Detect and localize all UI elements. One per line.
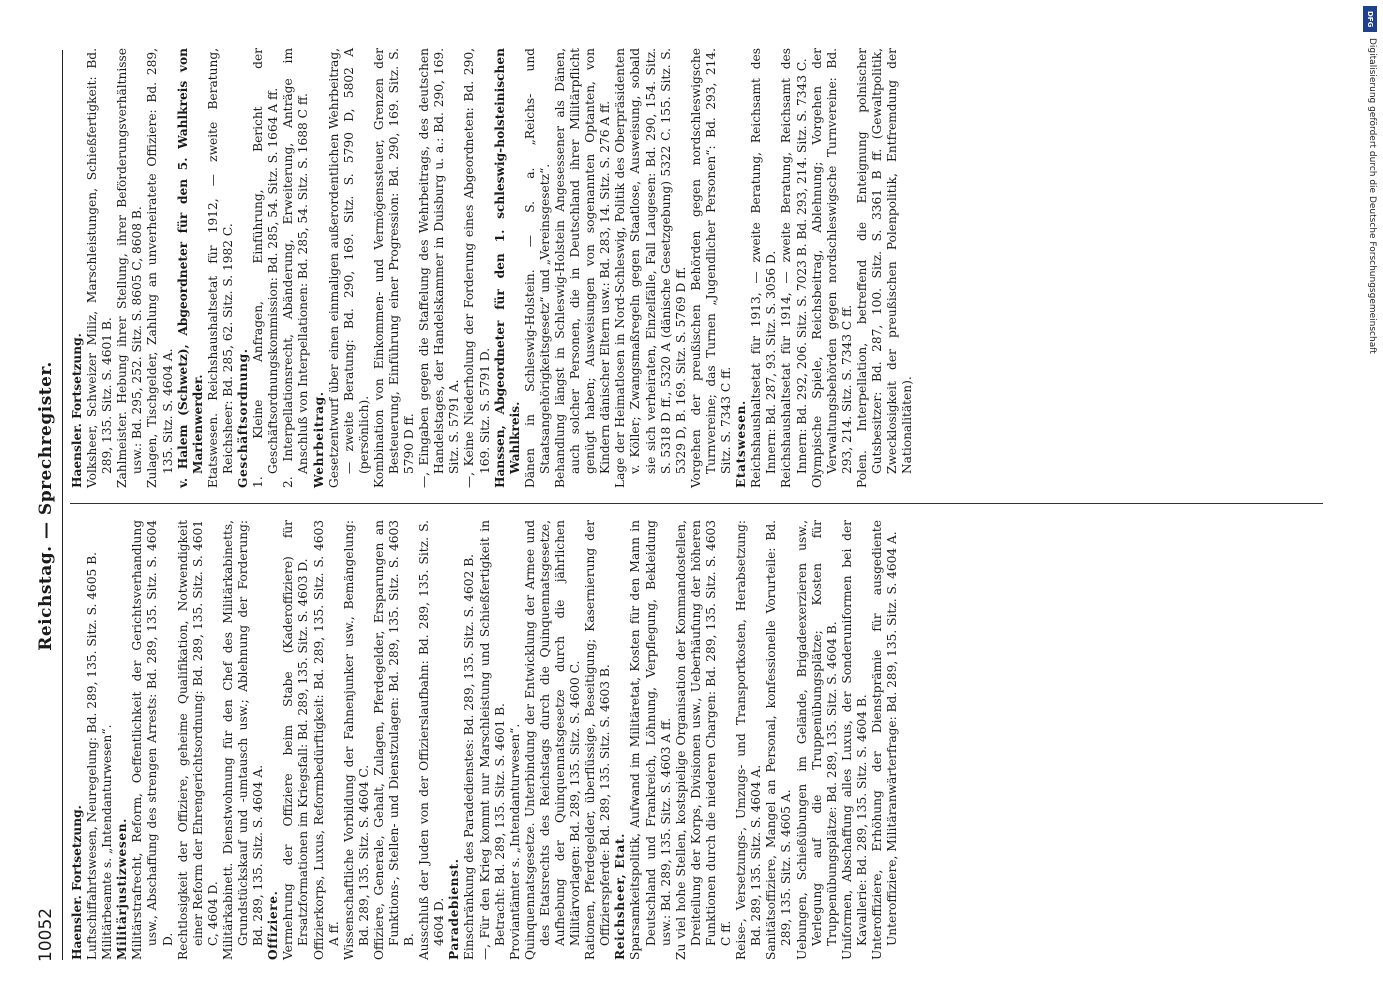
right-entry: 1. Kleine Anfragen, Einführung, Bericht der Geschäftsordnungskommission: Bd. 285, 54. Sitz. S. 1664 A ff.	[251, 48, 281, 488]
left-entry: Rationen, Pferdegelder, überflüssige, Beseitigung; Kasernierung der Offizierspferde: Bd. 289, 135. Sitz. S. 4603 B.	[583, 520, 613, 960]
left-entry: Vermehrung der Offiziere beim Stabe (Kaderoffiziere) für Ersatzformationen im Kriegsfall: Bd. 289, 135. Sitz. S. 4603 D.	[281, 520, 311, 960]
right-entry: Olympische Spiele, Reichsbeitrag, Ablehnung; Vorgehen der Verwaltungsbehörden gegen nordschleswigsche Turnvereine: Bd. 293, 214. Sitz. S. 7343 C ff.	[809, 48, 854, 488]
left-entry: Uebungen, Schießübungen im Gelände, Brigadeexerzieren usw., Verlegung auf die Truppenübungsplätze; Kosten für Truppenübungsplätze: Bd. 289, 135. Sitz. S. 4604 B.	[794, 520, 839, 960]
right-column	[70, 48, 915, 488]
right-entry: Zahlmeister. Hebung ihrer Stellung, ihrer Beförderungsverhältnisse usw.: Bd. 295, 252. Sitz. S. 8605 C, 8608 B.	[115, 48, 145, 488]
running-title: Reichstag. — Sprechregister.	[36, 361, 56, 651]
left-entry: Quinquennatsgesetze. Unterbindung der Entwicklung der Armee und des Etatsrechts des Reichstags durch die Quinquennatsgesetze, Aufhebung der Quinquennatsgesetze durch die jährlichen Militärvorlagen: Bd. 289, 135. Sitz. S. 4600 C.	[522, 520, 583, 960]
left-entry-name: Haensler. Fortsetzung.	[70, 805, 84, 960]
left-entry: Wissenschaftliche Vorbildung der Fahnenjunker usw., Bemängelung: Bd. 289, 135. Sitz. S. 4604 C.	[341, 520, 371, 960]
dfg-logo: DFG	[1363, 6, 1377, 32]
right-entry: Reichshaushaltsetat für 1914, — zweite Beratung, Reichsamt des Innern: Bd. 292, 206. Sitz. S. 7023 B. Bd. 293, 214. Sitz. S. 7343 C.	[779, 48, 809, 488]
left-entry: Uniformen, Abschaffung alles Luxus, der Sonderuniformen bei der Kavallerie: Bd. 289, 135. Sitz. S. 4604 B.	[839, 520, 869, 960]
left-heading: Militärjustizwesen.	[115, 817, 130, 960]
right-entry: Etatswesen. Reichshaushaltsetat für 1912, — zweite Beratung, Reichsheer: Bd. 285, 62. Sitz. S. 1982 C.	[205, 48, 235, 488]
left-heading: Paradebienst.	[447, 858, 462, 960]
left-entry: Offizierkorps, Luxus, Reformbedürftigkeit: Bd. 289, 135. Sitz. S. 4603 A ff.	[311, 520, 341, 960]
right-entry: Polen. Interpellation, betreffend die Enteignung polnischer Gutsbesitzer: Bd. 287, 100. Sitz. S. 3361 B ff. (Gewaltpolitik, Zwecklosigkeit der preußischen Polenpolitik, Entfremdung der Nationalitäten).	[854, 48, 915, 488]
right-entry: Vorgehen der preußischen Behörden gegen nordschleswigsche Turnvereine; das Turnen „Jugendlicher Personen“: Bd. 293, 214. Sitz. S. 7343 C ff.	[688, 48, 734, 488]
left-entry: Unteroffiziere, Erhöhung der Dienstprämie für ausgediente Unteroffiziere, Militäranwärterfrage: Bd. 289, 135. Sitz. S. 4604 A.	[869, 520, 900, 960]
right-entry: Lage der Heimatlosen in Nord-Schleswig, Politik des Oberpräsidenten v. Köller; Zwangsmaßregeln gegen Staatlose, Ausweisung, sobald sie sich verheiraten, Einzelfälle, Fall Laugesen: Bd. 290, 154. Sitz. S. 5318 D ff., 5320 A (dänische Gesetzgebung) 5322 C. 155. Sitz. S. 5329 D, B. 169. Sitz. S. 5769 D ff.	[613, 48, 688, 488]
left-heading: Offiziere.	[266, 890, 281, 960]
left-entry: Militärkabinett. Dienstwohnung für den Chef des Militärkabinetts, Grundstückskauf und -umtausch usw.; Ablehnung der Forderung: Bd. 289, 135. Sitz. S. 4604 A.	[220, 520, 266, 960]
dfg-notice	[1363, 6, 1377, 966]
left-entry: Einschränkung des Paradedienstes: Bd. 289, 135. Sitz. S. 4602 B.	[462, 553, 477, 960]
right-entry: —, Eingaben gegen die Staffelung des Wehrbeitrags, des deutschen Handelstages, der Handelskammer in Duisburg u. a.: Bd. 290, 169. Sitz. S. 5791 A.	[417, 48, 462, 488]
left-entry: Militärstrafrecht, Reform, Oeffentlichkeit der Gerichtsverhandlung usw., Abschaffung des strengen Arrests: Bd. 289, 135. Sitz. S. 4604 D.	[130, 520, 175, 960]
left-column	[70, 520, 900, 960]
page-number: 10052	[36, 907, 56, 962]
right-heading: Geschäftsordnung.	[236, 348, 251, 488]
right-entry: —, Keine Niederholung der Forderung eines Abgeordneten: Bd. 290, 169. Sitz. S. 5791 D.	[462, 48, 492, 488]
right-entry: Dänen in Schleswig-Holstein. — S. a. „Reichs- und Staatsangehörigkeitsgesetz“ und „Vereinsgesetz“.	[522, 48, 552, 488]
left-entry: Sanitätsoffiziere, Mangel an Personal, konfessionelle Vorurteile: Bd. 289, 135. Sitz. S. 4605 A.	[764, 520, 794, 960]
left-entry: Proviantämter s. „Intendanturwesen“.	[507, 723, 522, 960]
left-entry: Sparsamkeitspolitik, Aufwand im Militäretat, Kosten für den Mann in Deutschland und Frankreich, Löhnung, Verpflegung, Bekleidung usw.: Bd. 289, 135. Sitz. S. 4603 A ff.	[628, 520, 673, 960]
left-entry: Rechtlosigkeit der Offiziere, geheime Qualifikation, Notwendigkeit einer Reform der Ehrengerichtsordnung: Bd. 289, 135. Sitz. S. 4601 C, 4604 D.	[175, 520, 220, 960]
dfg-funding-text: Digitalisierung gefördert durch die Deutsche Forschungsgemeinschaft	[1367, 38, 1377, 354]
right-heading: Wehrbeitrag.	[311, 391, 326, 488]
right-entry: Gesetzentwurf über einen einmaligen außerordentlichen Wehrbeitrag, — zweite Beratung: Bd. 290, 169. Sitz. S. 5790 D, 5802 A (persönlich).	[326, 48, 371, 488]
right-entry: Behandlung längst in Schleswig-Holstein Angesessener als Dänen, auch solcher Personen, die in Deutschland ihrer Militärpflicht genügt haben; Ausweisungen von sogenannten Optanten, von Kindern dänischer Eltern usw.: Bd. 283, 14. Sitz. S. 276 A ff.	[553, 48, 613, 488]
left-entry: Ausschluß der Juden von der Offizierslaufbahn: Bd. 289, 135. Sitz. S. 4604 D.	[417, 520, 447, 960]
left-entry: Militärbeamte s. „Intendanturwesen“.	[100, 724, 115, 960]
left-entry: Offiziere, Generale, Gehalt, Zulagen, Pferdegelder, Ersparungen an Funktions-, Stellen- und Dienstzulagen: Bd. 289, 135. Sitz. S. 4603 B.	[371, 520, 417, 960]
right-heading: Etatswesen.	[734, 400, 749, 488]
left-entry: —, Für den Krieg kommt nur Marschleistung und Schießfertigkeit in Betracht: Bd. 289, 135. Sitz. S. 4601 B.	[477, 520, 507, 960]
right-entry-name: v. Halem (Schwetz), Abgeordneter für den 5. Wahlkreis von Marienwerder.	[175, 48, 205, 488]
right-entry: Reichshaushaltsetat für 1913, — zweite Beratung, Reichsamt des Innern: Bd. 287, 93. Sitz. S. 3056 D.	[749, 48, 779, 488]
right-entry: Volksheer, Schweizer Miliz, Marschleistungen, Schießfertigkeit: Bd. 289, 135. Sitz. S. 4601 B.	[85, 48, 115, 488]
right-entry-name: Haensler. Fortsetzung.	[70, 333, 84, 488]
left-entry: Zu viel hohe Stellen, kostspielige Organisation der Kommandostellen, Dreiteilung der Korps, Divisionen usw., Ueberhäufung der höheren Funktionen durch die niederen Chargen: Bd. 289, 135. Sitz. S. 4603 C ff.	[673, 520, 734, 960]
right-entry: Kombination von Einkommen- und Vermögenssteuer, Grenzen der Besteuerung, Einführung einer Progression: Bd. 290, 169. Sitz. S. 5790 D ff.	[371, 48, 417, 488]
right-entry: 2. Interpellationsrecht, Abänderung, Erweiterung, Anträge im Anschluß von Interpellationen: Bd. 285, 54. Sitz. S. 1688 C ff.	[281, 48, 311, 488]
header-rule	[62, 50, 63, 960]
page-header	[36, 50, 60, 962]
right-entry-name: Hanssen, Abgeordneter für den 1. schleswig-holsteinischen Wahlkreis.	[492, 48, 522, 488]
column-divider	[70, 503, 1323, 504]
right-entry: Zulagen, Tischgelder, Zahlung an unverheiratete Offiziere: Bd. 289, 135. Sitz. S. 4604 A.	[145, 48, 175, 488]
left-heading: Reichsheer, Etat.	[613, 833, 628, 960]
left-entry: Reise-, Versetzungs-, Umzugs- und Transportkosten, Herabsetzung: Bd. 289, 135. Sitz. S. 4604 A.	[734, 520, 764, 960]
left-entry: Luftschiffahrtswesen, Neuregelung: Bd. 289, 135. Sitz. S. 4605 B.	[85, 551, 100, 960]
